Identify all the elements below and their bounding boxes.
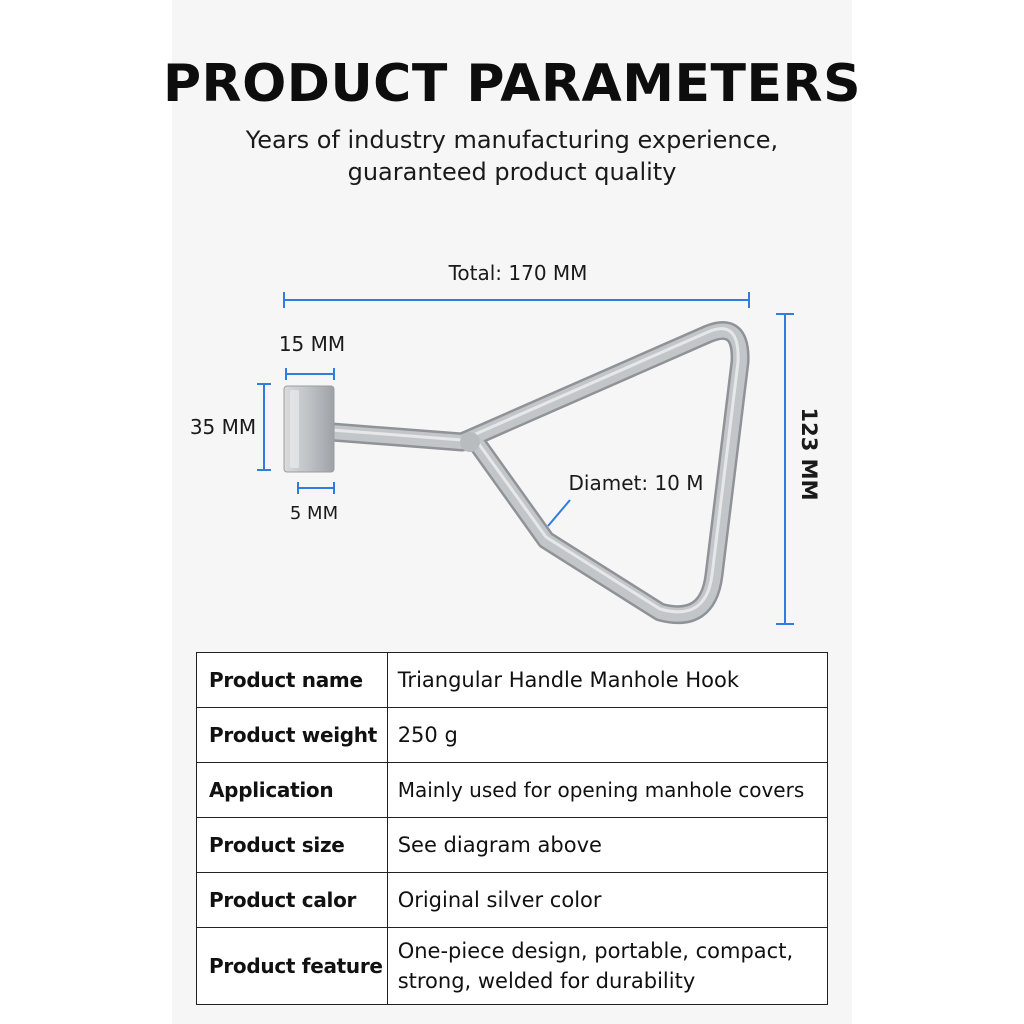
- row-label-application: Application: [197, 763, 388, 818]
- table-row: [197, 873, 828, 928]
- weld-joint: [460, 432, 480, 452]
- subtitle-line-1: Years of industry manufacturing experience,: [245, 126, 779, 154]
- socket-height-label: 35 MM: [189, 415, 257, 439]
- socket-highlight: [290, 390, 299, 468]
- row-value-application: Mainly used for opening manhole covers: [387, 763, 827, 818]
- table-row: [197, 818, 828, 873]
- row-label-product-color: Product calor: [197, 873, 388, 928]
- diameter-pointer: [548, 500, 570, 526]
- row-label-product-name: Product name: [197, 653, 388, 708]
- table-row: [197, 763, 828, 818]
- table-row: [197, 653, 828, 708]
- row-value-product-feature: [387, 928, 827, 1005]
- table-row: [197, 928, 828, 1005]
- feature-line-1: One-piece design, portable, compact,: [397, 939, 794, 963]
- subtitle-line-2: guaranteed product quality: [347, 158, 677, 186]
- table-row: [197, 708, 828, 763]
- socket-depth-label: 5 MM: [289, 503, 339, 524]
- page-title: PRODUCT PARAMETERS: [162, 54, 862, 114]
- feature-line-2: strong, welded for durability: [397, 969, 696, 993]
- total-length-label: Total: 170 MM: [448, 261, 588, 285]
- row-value-product-weight: 250 g: [387, 708, 827, 763]
- socket-width-label: 15 MM: [278, 332, 346, 356]
- height-label: 123 MM: [797, 407, 821, 501]
- diameter-label: Diamet: 10 M: [568, 471, 704, 495]
- product-parameters-table: [196, 652, 828, 1005]
- row-value-product-color: Original silver color: [387, 873, 827, 928]
- row-value-product-name: Triangular Handle Manhole Hook: [387, 653, 827, 708]
- row-label-product-weight: Product weight: [197, 708, 388, 763]
- row-label-product-size: Product size: [197, 818, 388, 873]
- row-value-product-size: See diagram above: [387, 818, 827, 873]
- row-label-product-feature: Product feature: [197, 928, 388, 1005]
